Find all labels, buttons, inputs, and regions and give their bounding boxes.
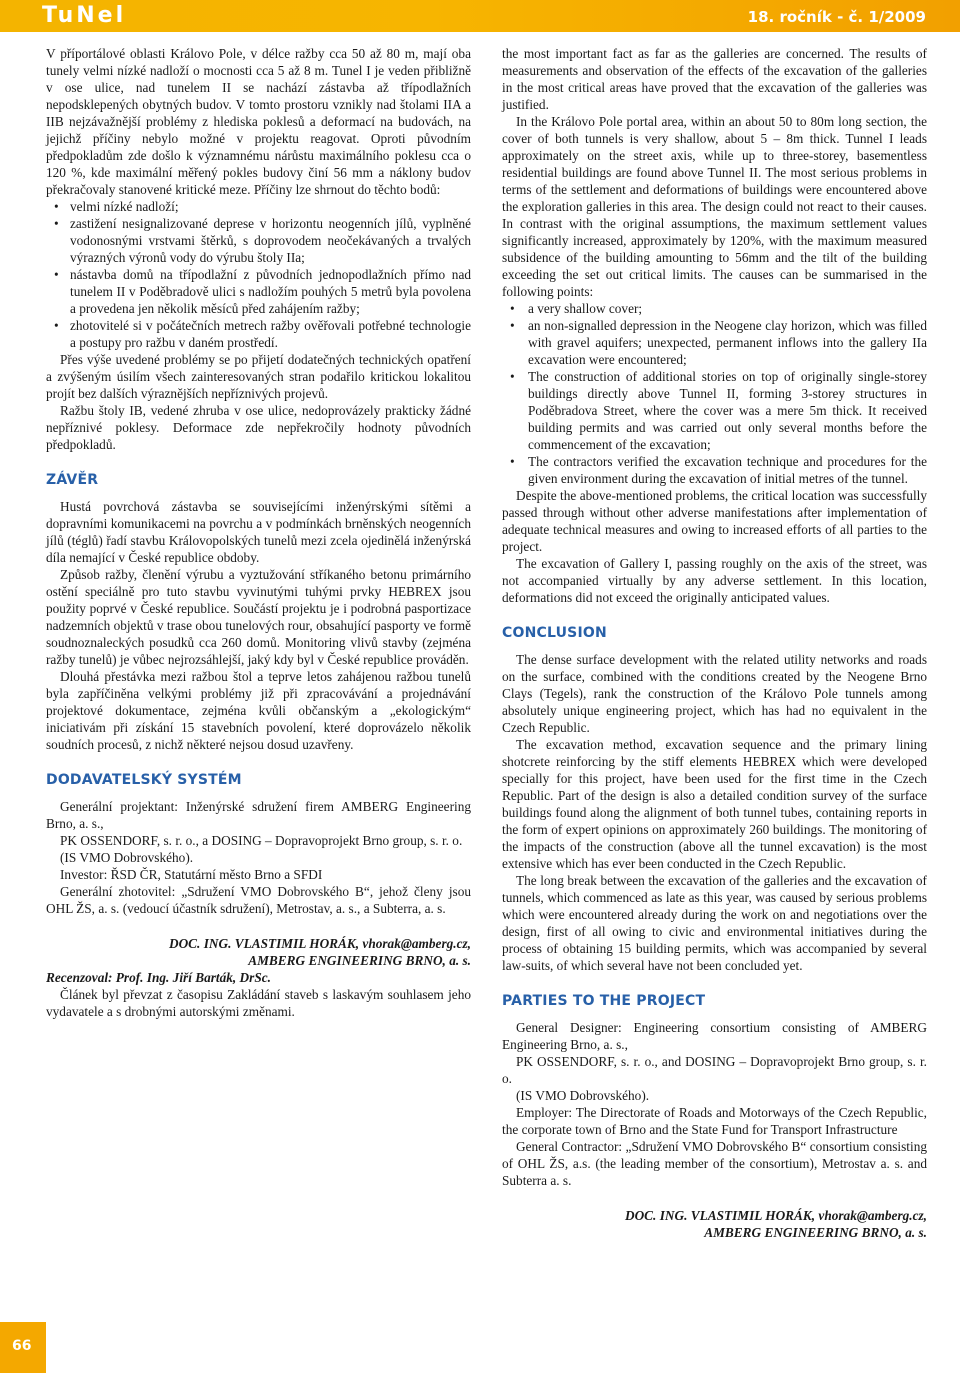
causes-list [54, 198, 471, 351]
author-name: DOC. ING. VLASTIMIL HORÁK, vhorak@amberg.cz, [624, 1208, 927, 1223]
section-heading-conclusion: CONCLUSION [502, 625, 607, 641]
author-company: AMBERG ENGINEERING BRNO, a. s. [248, 953, 471, 968]
author-block [46, 935, 471, 969]
paragraph: In the Královo Pole portal area, within an about 50 to 80m long section, the cover of both tunnels is very shallow, about 5 – 8m thick. Tunnel I leads approximately on the street axis, while up to three-storey, basementless residential buildings are found above Tunnel II. The most serious problems in terms of the settlement and deformations of buildings were encountered above the exploration galleries in this area. The design could not react to their causes. In contrast with the original assumptions, the maximum settlement values significantly increased, approximately by 120%, with the maximum measured subsidence of the building amounting to 56mm and the tilt of the building exceeding the set out critical limits. The causes can be summarised in the following points: [502, 114, 927, 299]
list-item: • The contractors verified the excavation technique and procedures for the given environment during the excavation of initial metres of the tunnel. [510, 453, 927, 487]
paragraph: V příportálové oblasti Královo Pole, v délce ražby cca 50 až 80 m, mají oba tunely velmi nízké nadloží o mocnosti cca 5 až 8 m. Tunel I je veden přibližně v ose ulice, nad tunelem II se nachází zástavba až třípodlažních nepodsklepených obytných budov. V tomto prostoru vznikly nad štolami IIA a IIB nejzávažnější problémy z hlediska poklesů a deformací na budovách, na jejichž příčiny nebylo možné v projektu reagovat. Oproti původním předpokladům zde došlo k významnému nárůstu maximálního poklesu cca o 120 %, kde maximální měřený pokles budovy činí 56 mm a náklony budov překračovaly stanovené kritické meze. Příčiny lze shrnout do těchto bodů: [46, 46, 471, 197]
paragraph: The dense surface development with the related utility networks and roads on the surface, combined with the conditions created by the Neogene Brno Clays (Tegels), rank the construction of the Královo Pole tunnels among absolutely unique engineering project, which has had no equivalent in the Czech Republic. [502, 652, 927, 735]
causes-list [510, 300, 927, 487]
section-heading-parties: PARTIES TO THE PROJECT [502, 993, 706, 1009]
list-item: • zastižení nesignalizované deprese v horizontu neogenních jílů, vyplněné vodonosnými vrstvami štěrků, s doprovodem neočekávaných a trvalých výrazných výronů vody do výrubu štoly IIa; [54, 215, 471, 266]
list-item: • an non-signalled depression in the Neogene clay horizon, which was filled with gravel aquifers; unexpected, permanent inflows into the gallery IIa excavation were encountered; [510, 317, 927, 368]
paragraph: PK OSSENDORF, s. r. o., and DOSING – Dopravoprojekt Brno group, s. r. o. [502, 1054, 927, 1086]
paragraph: Generální projektant: Inženýrské sdružení firem AMBERG Engineering Brno, a. s., [46, 799, 471, 831]
tunel-logo: TuNel [42, 3, 127, 28]
paragraph: The long break between the excavation of the galleries and the excavation of tunnels, which commenced as late as this year, was caused by serious problems which were encountered already during the work on and negotiations over the design, first of all owing to civic and environmental initiatives during the process of obtaining 15 building permits, which was accompanied by several law-suits, of which several have not been concluded yet. [502, 873, 927, 973]
author-block [502, 1207, 927, 1241]
page-number: 66 [12, 1338, 32, 1354]
czech-column [46, 45, 471, 1020]
paragraph: Způsob ražby, členění výrubu a vyztužování stříkaného betonu primárního ostění speciálně pro tuto stavbu vyvinutými tuhými prvky HEBREX jsou použity poprvé v České republice. Součástí projektu je i podrobná pasportizace nadzemních objektů v trase obou tunelových rour, obsahující pasporty ve formě soudnoznaleckých posudků cca 260 domů. Monitoring vlivů stavby (zejména ražby tunelů) je vůbec nejrozsáhlejší, jaký kdy byl v České republice prováděn. [46, 567, 471, 667]
paragraph: General Designer: Engineering consortium consisting of AMBERG Engineering Brno, a. s., [502, 1020, 927, 1052]
paragraph: Investor: ŘSD ČR, Statutární město Brno a SFDI [60, 867, 323, 882]
paragraph: (IS VMO Dobrovského). [60, 850, 194, 865]
paragraph: Employer: The Directorate of Roads and Motorways of the Czech Republic, the corporate town of Brno and the State Fund for Transport Infrastructure [502, 1105, 927, 1137]
author-name: DOC. ING. VLASTIMIL HORÁK, vhorak@amberg.cz, [168, 936, 471, 951]
list-item: • nástavba domů na třípodlažní z původních jednopodlažních přímo nad tunelem II v Poděbradově ulici s nadložím pouhých 5 metrů byla povolena a provedena jen několik měsíců před zahájením ražby; [54, 266, 471, 317]
paragraph: (IS VMO Dobrovského). [516, 1088, 650, 1103]
paragraph: Přes výše uvedené problémy se po přijetí dodatečných technických opatření a zvýšeným úsilím všech zainteresovaných stran podařilo kritickou lokalitou projít bez dalších výraznějších nepříznivých projevů. [46, 352, 471, 401]
reviewer: Recenzoval: Prof. Ing. Jiří Barták, DrSc. [46, 970, 271, 985]
paragraph: Generální zhotovitel: „Sdružení VMO Dobrovského B“, jehož členy jsou OHL ŽS, a. s. (vedoucí účastník sdružení), Metrostav, a. s., a Subterra, a. s. [46, 884, 471, 916]
header-bar [0, 0, 960, 32]
list-item: • The construction of additional stories on top of originally single-storey buildings directly above Tunnel II, forming 3-storey structures in Poděbradova Street, where the cover was a mere 5m thick. It received building permits and was carried out only several months before the commencement of the excavation; [510, 368, 927, 453]
english-column [502, 45, 927, 1241]
author-company: AMBERG ENGINEERING BRNO, a. s. [704, 1225, 927, 1240]
issue-label: 18. ročník - č. 1/2009 [747, 8, 926, 26]
paragraph: Hustá povrchová zástavba se souvisejícími inženýrskými sítěmi a dopravními komunikacemi na povrchu a v podmínkách brněnských neogenních jílů (téglů) řadí stavbu Královopolských tunelů mezi zcela ojedinělá inženýrská díla nemající v České republice obdoby. [46, 499, 471, 565]
paragraph: The excavation method, excavation sequence and the primary lining shotcrete reinforcing by the stiff elements HEBREX which were developed specially for this project, have been used for the first time in the Czech Republic. Part of the design is also a detailed condition survey of the surface buildings found along the alignment of both tunnel tubes, containing reports in the form of expert opinions on approximately 260 buildings. The monitoring of the impacts of the construction (above all the tunnel excavation) is the most extensive which has ever been conducted in the Czech Republic. [502, 737, 927, 871]
paragraph: Despite the above-mentioned problems, the critical location was successfully passed through without other adverse manifestations after implementation of adequate technical measures and owing to increased efforts of all parties to the project. [502, 488, 927, 554]
paragraph: Dlouhá přestávka mezi ražbou štol a teprve letos zahájenou ražbou tunelů byla zapříčiněna velkými problémy již při zpracovávání a projednávání projektové dokumentace, zejména kvůli občanským a „ekologickým“ iniciativám při získání 15 stavebních povolení, které doprovázelo několik soudních procesů, z nichž některé nejsou dosud uzavřeny. [46, 669, 471, 752]
section-heading-zaver: ZÁVĚR [46, 472, 99, 488]
paragraph: PK OSSENDORF, s. r. o., a DOSING – Dopravoprojekt Brno group, s. r. o. [60, 833, 463, 848]
paragraph: The excavation of Gallery I, passing roughly on the axis of the street, was not accompanied virtually by any adverse settlement. In this location, deformations did not exceed the originally anticipated values. [502, 556, 927, 605]
section-heading-dodavatelsky: DODAVATELSKÝ SYSTÉM [46, 772, 242, 788]
list-item: • zhotovitelé si v počátečních metrech ražby ověřovali potřebné technologie a postupy pro ražbu v daném prostředí. [54, 317, 471, 351]
paragraph: General Contractor: „Sdružení VMO Dobrovského B“ consortium consisting of OHL ŽS, a.s. (the leading member of the consortium), Metrostav a. s. and Subterra a. s. [502, 1139, 927, 1188]
list-item: • velmi nízké nadloží; [54, 198, 471, 215]
reprint-note: Článek byl převzat z časopisu Zakládání staveb s laskavým souhlasem jeho vydavatele a s drobnými autorskými změnami. [46, 987, 471, 1019]
paragraph: the most important fact as far as the galleries are concerned. The results of measurements and observation of the effects of the excavation of the galleries in the most critical areas have proved that the excavation of the galleries was justified. [502, 46, 927, 112]
list-item: • a very shallow cover; [510, 300, 927, 317]
paragraph: Ražbu štoly IB, vedené zhruba v ose ulice, nedoprovázely prakticky žádné nepříznivé poklesy. Deformace zde nepřekročily hodnoty původních předpokladů. [46, 403, 471, 452]
